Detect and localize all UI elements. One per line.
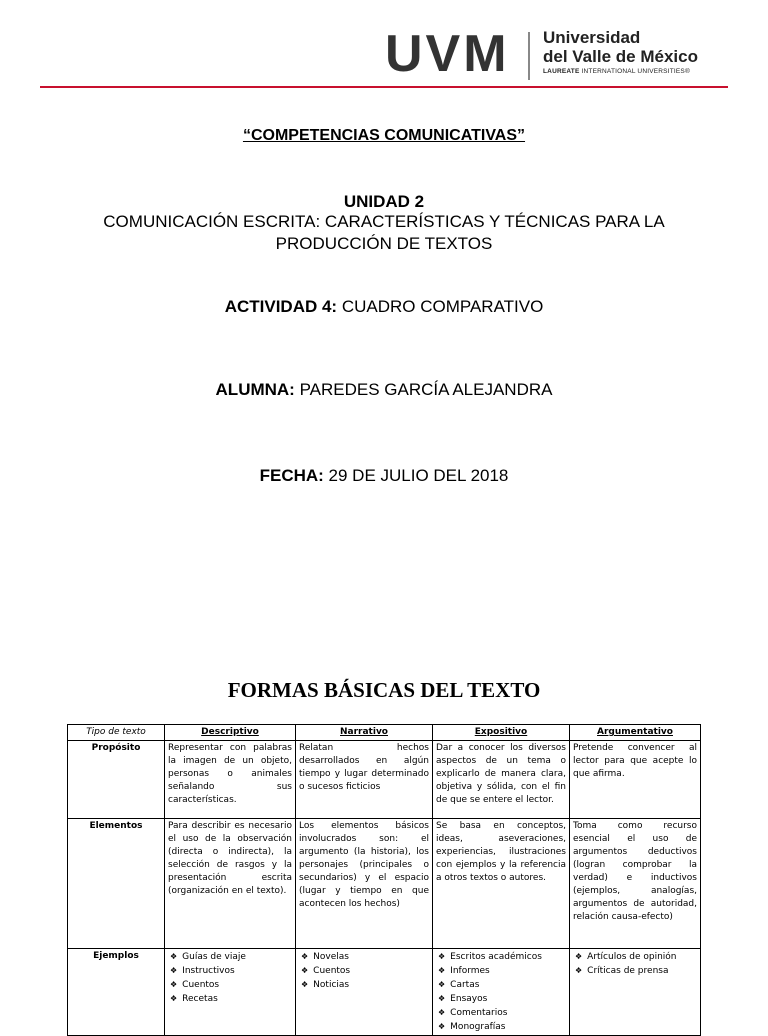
table-row-ejemplos — [68, 949, 701, 1036]
logo-divider — [528, 32, 530, 80]
list-item: ❖ Guías de viaje — [170, 952, 246, 962]
list-item: ❖ Cuentos — [170, 980, 220, 990]
list-item: ❖ Noticias — [301, 980, 350, 990]
list-item: ❖ Ensayos — [438, 994, 488, 1004]
header-tipo-de-texto: Tipo de texto — [68, 725, 165, 741]
table-cell: Representar con palabras la imagen de un objeto, personas o animales señalando sus características. — [165, 741, 296, 819]
row-label-elementos: Elementos — [68, 819, 165, 949]
unit-subtitle: COMUNICACIÓN ESCRITA: CARACTERÍSTICAS Y TÉCNICAS PARA LA PRODUCCIÓN DE TEXTOS — [103, 212, 665, 253]
examples-list-argumentativo — [573, 950, 697, 978]
laureate-tagline: LAUREATE INTERNATIONAL UNIVERSITIES® — [543, 68, 690, 75]
header-divider-line — [40, 86, 728, 88]
section-title: FORMAS BÁSICAS DEL TEXTO — [227, 678, 541, 702]
header-argumentativo: Argumentativo — [570, 725, 701, 741]
header-descriptivo: Descriptivo — [165, 725, 296, 741]
table-cell — [570, 949, 701, 1036]
comparison-table — [67, 724, 701, 1036]
list-item: ❖ Novelas — [301, 952, 349, 962]
examples-list-narrativo — [299, 950, 429, 992]
student-line: ALUMNA: PAREDES GARCÍA ALEJANDRA — [215, 380, 553, 399]
examples-list-expositivo — [436, 950, 566, 1034]
list-item: ❖ Cuentos — [301, 966, 351, 976]
table-cell: Los elementos básicos involucrados son: el argumento (la historia), los personajes (principales o secundarios) y el espacio (lugar y tiempo en que acontecen los hechos) — [296, 819, 433, 949]
list-item: ❖ Informes — [438, 966, 490, 976]
list-item: ❖ Comentarios — [438, 1008, 508, 1018]
list-item: ❖ Artículos de opinión — [575, 952, 677, 962]
table-cell: Toma como recurso esencial el uso de argumentos deductivos (logran comprobar la verdad) e inductivos (ejemplos, analogías, argumentos de autoridad, relación causa-efecto) — [570, 819, 701, 949]
table-cell — [165, 949, 296, 1036]
table-cell — [433, 949, 570, 1036]
unit-heading: UNIDAD 2 — [343, 192, 425, 211]
university-name: Universidad del Valle de México — [543, 28, 698, 66]
table-header-row — [68, 725, 701, 741]
list-item: ❖ Escritos académicos — [438, 952, 542, 962]
uvm-logo: UVM — [385, 25, 510, 83]
list-item: ❖ Monografías — [438, 1022, 506, 1032]
row-label-ejemplos: Ejemplos — [68, 949, 165, 1036]
table-cell — [296, 949, 433, 1036]
header-narrativo: Narrativo — [296, 725, 433, 741]
header-expositivo: Expositivo — [433, 725, 570, 741]
row-label-proposito: Propósito — [68, 741, 165, 819]
activity-line: ACTIVIDAD 4: CUADRO COMPARATIVO — [224, 297, 544, 316]
table-row-elementos — [68, 819, 701, 949]
table-cell: Dar a conocer los diversos aspectos de un tema o explicarlo de manera clara, objetiva y sólida, con el fin de que se entere el lector. — [433, 741, 570, 819]
list-item: ❖ Críticas de prensa — [575, 966, 669, 976]
examples-list-descriptivo — [168, 950, 292, 1006]
table-cell: Se basa en conceptos, ideas, aseveraciones, experiencias, ilustraciones con ejemplos y la referencia a otros textos o autores. — [433, 819, 570, 949]
date-line: FECHA: 29 DE JULIO DEL 2018 — [259, 466, 509, 485]
table-cell: Para describir es necesario el uso de la observación (directa o indirecta), la selección de rasgos y la presentación escrita (organización en el texto). — [165, 819, 296, 949]
list-item: ❖ Instructivos — [170, 966, 235, 976]
document-title: “COMPETENCIAS COMUNICATIVAS” — [242, 127, 526, 144]
table-row-proposito — [68, 741, 701, 819]
list-item: ❖ Recetas — [170, 994, 218, 1004]
page-header — [0, 0, 768, 100]
list-item: ❖ Cartas — [438, 980, 480, 990]
table-cell: Pretende convencer al lector para que acepte lo que afirma. — [570, 741, 701, 819]
table-cell: Relatan hechos desarrollados en algún tiempo y lugar determinado o sucesos ficticios — [296, 741, 433, 819]
